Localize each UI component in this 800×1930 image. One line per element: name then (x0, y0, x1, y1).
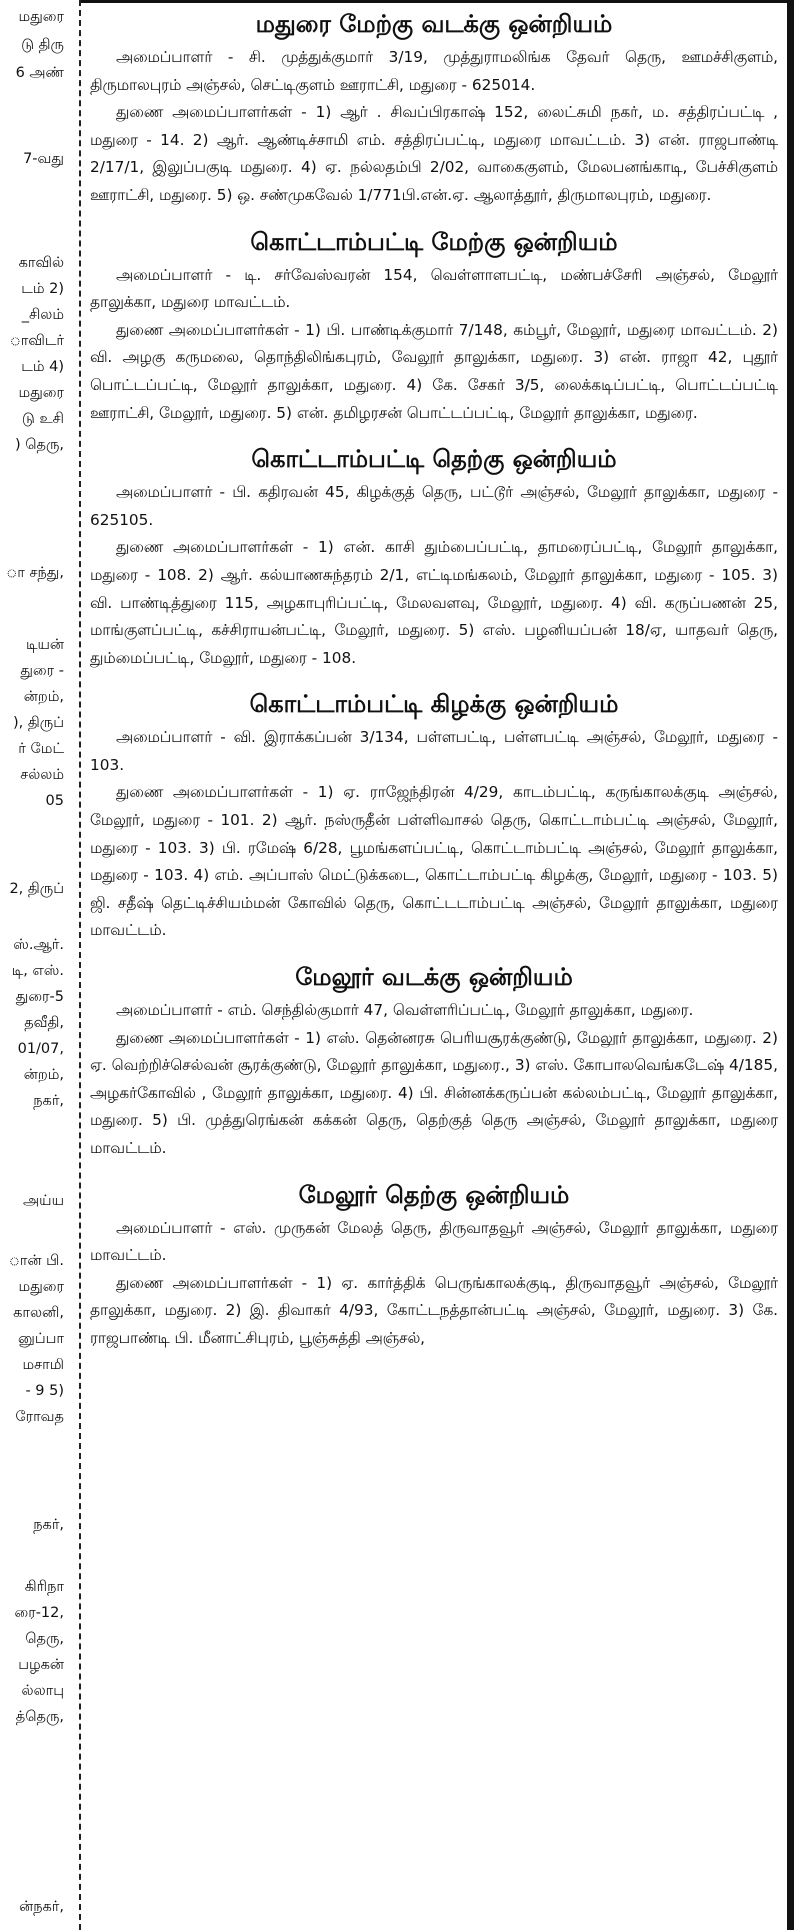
organizer-paragraph: அமைப்பாளர் - எம். செந்தில்குமார் 47, வெள்ளரிப்பட்டி, மேலூர் தாலுக்கா, மதுரை. (116, 1001, 694, 1020)
fragment-line: நகர், (33, 1517, 64, 1533)
fragment-line: 05 (45, 793, 64, 809)
organizer-paragraph: அமைப்பாளர் - எஸ். முருகன் மேலத் தெரு, திருவாதவூர் அஞ்சல், மேலூர் தாலுக்கா, மதுரை மாவட்டம். (90, 1218, 778, 1265)
fragment-line: டியன் (25, 637, 64, 653)
fragment-line: கிரிநா (24, 1579, 64, 1595)
fragment-line: காலனி, (13, 1305, 64, 1321)
organizer-paragraph: அமைப்பாளர் - பி. கதிரவன் 45, கிழக்குத் தெரு, பட்டூர் அஞ்சல், மேலூர் தாலுக்கா, மதுரை - 625105. (90, 483, 778, 529)
fragment-line: டு திரு (21, 37, 64, 53)
fragment-line: ா சந்து, (6, 565, 64, 581)
organizer-paragraph: அமைப்பாளர் - வி. இராக்கப்பன் 3/134, பள்ளபட்டி, பள்ளபட்டி அஞ்சல், மேலூர், மதுரை - 103. (90, 728, 778, 774)
fragment-line: துரை - (20, 663, 64, 679)
fragment-line: 6 அண் (15, 65, 64, 81)
section-melur-north (90, 959, 778, 1163)
fragment-line: மதுரை (18, 1279, 64, 1295)
fragment-line: ஸ்.ஆர். (13, 937, 64, 953)
section-kottampatti-west (90, 224, 778, 428)
fragment-line: பழகன் (18, 1657, 64, 1673)
section-kottampatti-south (90, 441, 778, 672)
deputies-paragraph: துணை அமைப்பாளர்கள் - 1) எஸ். தென்னரசு பெரியசூரக்குண்டு, மேலூர் தாலுக்கா, மதுரை. 2) ஏ. வெற்றிச்செல்வன் சூரக்குண்டு, மேலூர் தாலுக்கா, மதுரை., 3) எஸ். கோபாலவெங்கடேஷ் 4/185, அழகர்கோவில் , மேலூர் தாலுக்கா, மதுரை. 4) பி. சின்னக்கருப்பன் கல்லம்பட்டி, மேலூர் தாலுக்கா, மதுரை. 5) பி. முத்துரெங்கன் கக்கன் தெரு, தெற்குத் தெரு அஞ்சல், மேலூர் தாலுக்கா, மதுரை மாவட்டம். (90, 1028, 778, 1157)
fragment-line: ாவிடர் (9, 333, 64, 349)
fragment-line: துரை-5 (15, 989, 64, 1005)
fragment-line: 7-வது (23, 151, 64, 167)
section-title: கொட்டாம்பட்டி கிழக்கு ஒன்றியம் (249, 690, 619, 719)
fragment-line: ரை-12, (14, 1605, 64, 1621)
section-title: கொட்டாம்பட்டி தெற்கு ஒன்றியம் (251, 445, 617, 474)
fragment-line: மதுரை (18, 385, 64, 401)
previous-column-fragments (0, 0, 70, 1930)
deputies-paragraph: துணை அமைப்பாளர்கள் - 1) என். காசி தும்பைப்பட்டி, தாமரைப்பட்டி, மேலூர் தாலுக்கா, மதுரை - 108. 2) ஆர். கல்யாணசுந்தரம் 2/1, எட்டிமங்கலம், மேலூர் தாலுக்கா, மதுரை - 105. 3) வி. பாண்டித்துரை 115, அழகாபுரிப்பட்டி, மேலவளவு, மேலூர், மதுரை. 4) வி. கருப்பணன் 25, மாங்குளப்பட்டி, கச்சிராயன்பட்டி, மேலூர், மதுரை. 5) எஸ். பழனியப்பன் 18/ஏ, யாதவர் தெரு, தும்மைப்பட்டி, மேலூர், மதுரை - 108. (90, 538, 778, 667)
fragment-line: அய்ய (23, 1193, 64, 1209)
section-title: மதுரை மேற்கு வடக்கு ஒன்றியம் (255, 10, 613, 38)
fragment-line: தவீதி, (24, 1015, 64, 1031)
fragment-line: ான் பி. (8, 1253, 64, 1269)
deputies-paragraph: துணை அமைப்பாளர்கள் - 1) ஏ. கார்த்திக் பெருங்காலக்குடி, திருவாதவூர் அஞ்சல், மேலூர் தாலுக்கா, மதுரை. 2) இ. திவாகர் 4/93, கோட்டநத்தான்பட்டி அஞ்சல், மேலூர், மதுரை. 3) கே. ராஜபாண்டி பி. மீனாட்சிபுரம், பூஞ்சுத்தி அஞ்சல், (90, 1273, 778, 1347)
fragment-line: த்தெரு, (15, 1709, 64, 1725)
fragment-line: ன்நகர், (19, 1899, 64, 1915)
organizer-paragraph: அமைப்பாளர் - டி. சர்வேஸ்வரன் 154, வெள்ளாளபட்டி, மண்பச்சேரி அஞ்சல், மேலூர் தாலுக்கா, மதுரை மாவட்டம். (90, 265, 778, 312)
fragment-line: டு உசி (21, 411, 64, 427)
deputies-paragraph: துணை அமைப்பாளர்கள் - 1) பி. பாண்டிக்குமார் 7/148, கம்பூர், மேலூர், மதுரை மாவட்டம். 2) வி. அழகு கருமலை, தொந்திலிங்கபுரம், வேலூர் தாலுக்கா, மதுரை. 3) என். ராஜா 42, புதூர் பொட்டப்பட்டி, மேலூர் தாலுக்கா, மதுரை. 4) கே. சேகர் 3/5, லைக்கடிப்பட்டி, பொட்டப்பட்டி ஊராட்சி, மேலூர், மதுரை. 5) என். தமிழரசன் பொட்டப்பட்டி, மேலூர் தாலுக்கா, மதுரை. (90, 320, 778, 422)
fragment-line: ன்றம், (23, 689, 64, 705)
fragment-line: டம் 2) (21, 281, 64, 297)
fragment-line: டி, எஸ். (11, 963, 64, 979)
fragment-line: தெரு, (25, 1631, 64, 1647)
fragment-line: நகர், (33, 1093, 64, 1109)
column-divider (79, 0, 81, 1930)
fragment-line: ) தெரு, (14, 437, 64, 453)
top-rule (80, 0, 787, 3)
fragment-line: மசாமி (22, 1357, 64, 1373)
deputies-paragraph: துணை அமைப்பாளர்கள் - 1) ஆர் . சிவப்பிரகாஷ் 152, லைட்சுமி நகர், ம. சத்திரப்பட்டி , மதுரை - 14. 2) ஆர். ஆண்டிச்சாமி எம். சத்திரப்பட்டி, மதுரை மாவட்டம். 3) என். ராஜபாண்டி 2/17/1, இலுப்பகுடி மதுரை. 4) ஏ. நல்லதம்பி 2/02, வாகைகுளம், மேலபனங்காடி, பேச்சிகுளம் ஊராட்சி, மதுரை. 5) ஒ. சண்முகவேல் 1/771பி.என்.ஏ. ஆலாத்தூர், திருமாலபுரம், மதுரை. (90, 103, 778, 204)
fragment-line: னுப்பா (18, 1331, 64, 1347)
fragment-line: டம் 4) (21, 359, 64, 375)
fragment-line: - 9 5) (25, 1383, 64, 1399)
section-title: மேலூர் தெற்கு ஒன்றியம் (298, 1180, 570, 1209)
fragment-line: _சிலம் (21, 307, 64, 323)
fragment-line: ர் மேட் (18, 741, 64, 757)
fragment-line: மதுரை (18, 9, 64, 25)
right-border (787, 0, 794, 1930)
deputies-paragraph: துணை அமைப்பாளர்கள் - 1) ஏ. ராஜேந்திரன் 4/29, காடம்பட்டி, கருங்காலக்குடி அஞ்சல், மேலூர், மதுரை - 101. 2) ஆர். நஸ்ருதீன் பள்ளிவாசல் தெரு, கொட்டாம்பட்டி அஞ்சல், மேலூர், மதுரை - 103. 3) பி. ரமேஷ் 6/28, பூமங்களப்பட்டி, கொட்டாம்பட்டி அஞ்சல், மேலூர் தாலுக்கா, மதுரை - 103. 4) எம். அப்பாஸ் மெட்டுக்கடை, கொட்டாம்பட்டி கிழக்கு, மேலூர், மதுரை - 103. 5) ஜி. சதீஷ் தெட்டிச்சியம்மன் கோவில் தெரு, கொட்டடாம்பட்டி அஞ்சல், மேலூர் தாலுக்கா, மதுரை மாவட்டம். (90, 783, 778, 940)
section-title: கொட்டாம்பட்டி மேற்கு ஒன்றியம் (250, 227, 618, 256)
section-kottampatti-east (90, 686, 778, 945)
fragment-line: ல்லாபு (21, 1683, 64, 1699)
fragment-line: 01/07, (17, 1041, 64, 1057)
fragment-line: ன்றம், (23, 1067, 64, 1083)
section-title: மேலூர் வடக்கு ஒன்றியம் (295, 963, 573, 992)
organizer-paragraph: அமைப்பாளர் - சி. முத்துக்குமார் 3/19, முத்துராமலிங்க தேவர் தெரு, ஊமச்சிகுளம், திருமாலபுரம் அஞ்சல், செட்டிகுளம் ஊராட்சி, மதுரை - 625014. (90, 48, 778, 94)
fragment-line: காவில் (18, 255, 64, 271)
fragment-line: 2, திருப் (9, 881, 64, 897)
article-column (90, 6, 778, 1367)
fragment-line: ரோவத (15, 1409, 64, 1425)
section-madurai-west-north (90, 6, 778, 210)
fragment-line: ), திருப் (13, 715, 64, 731)
section-melur-south (90, 1177, 778, 1353)
fragment-line: சல்லம் (20, 767, 64, 783)
